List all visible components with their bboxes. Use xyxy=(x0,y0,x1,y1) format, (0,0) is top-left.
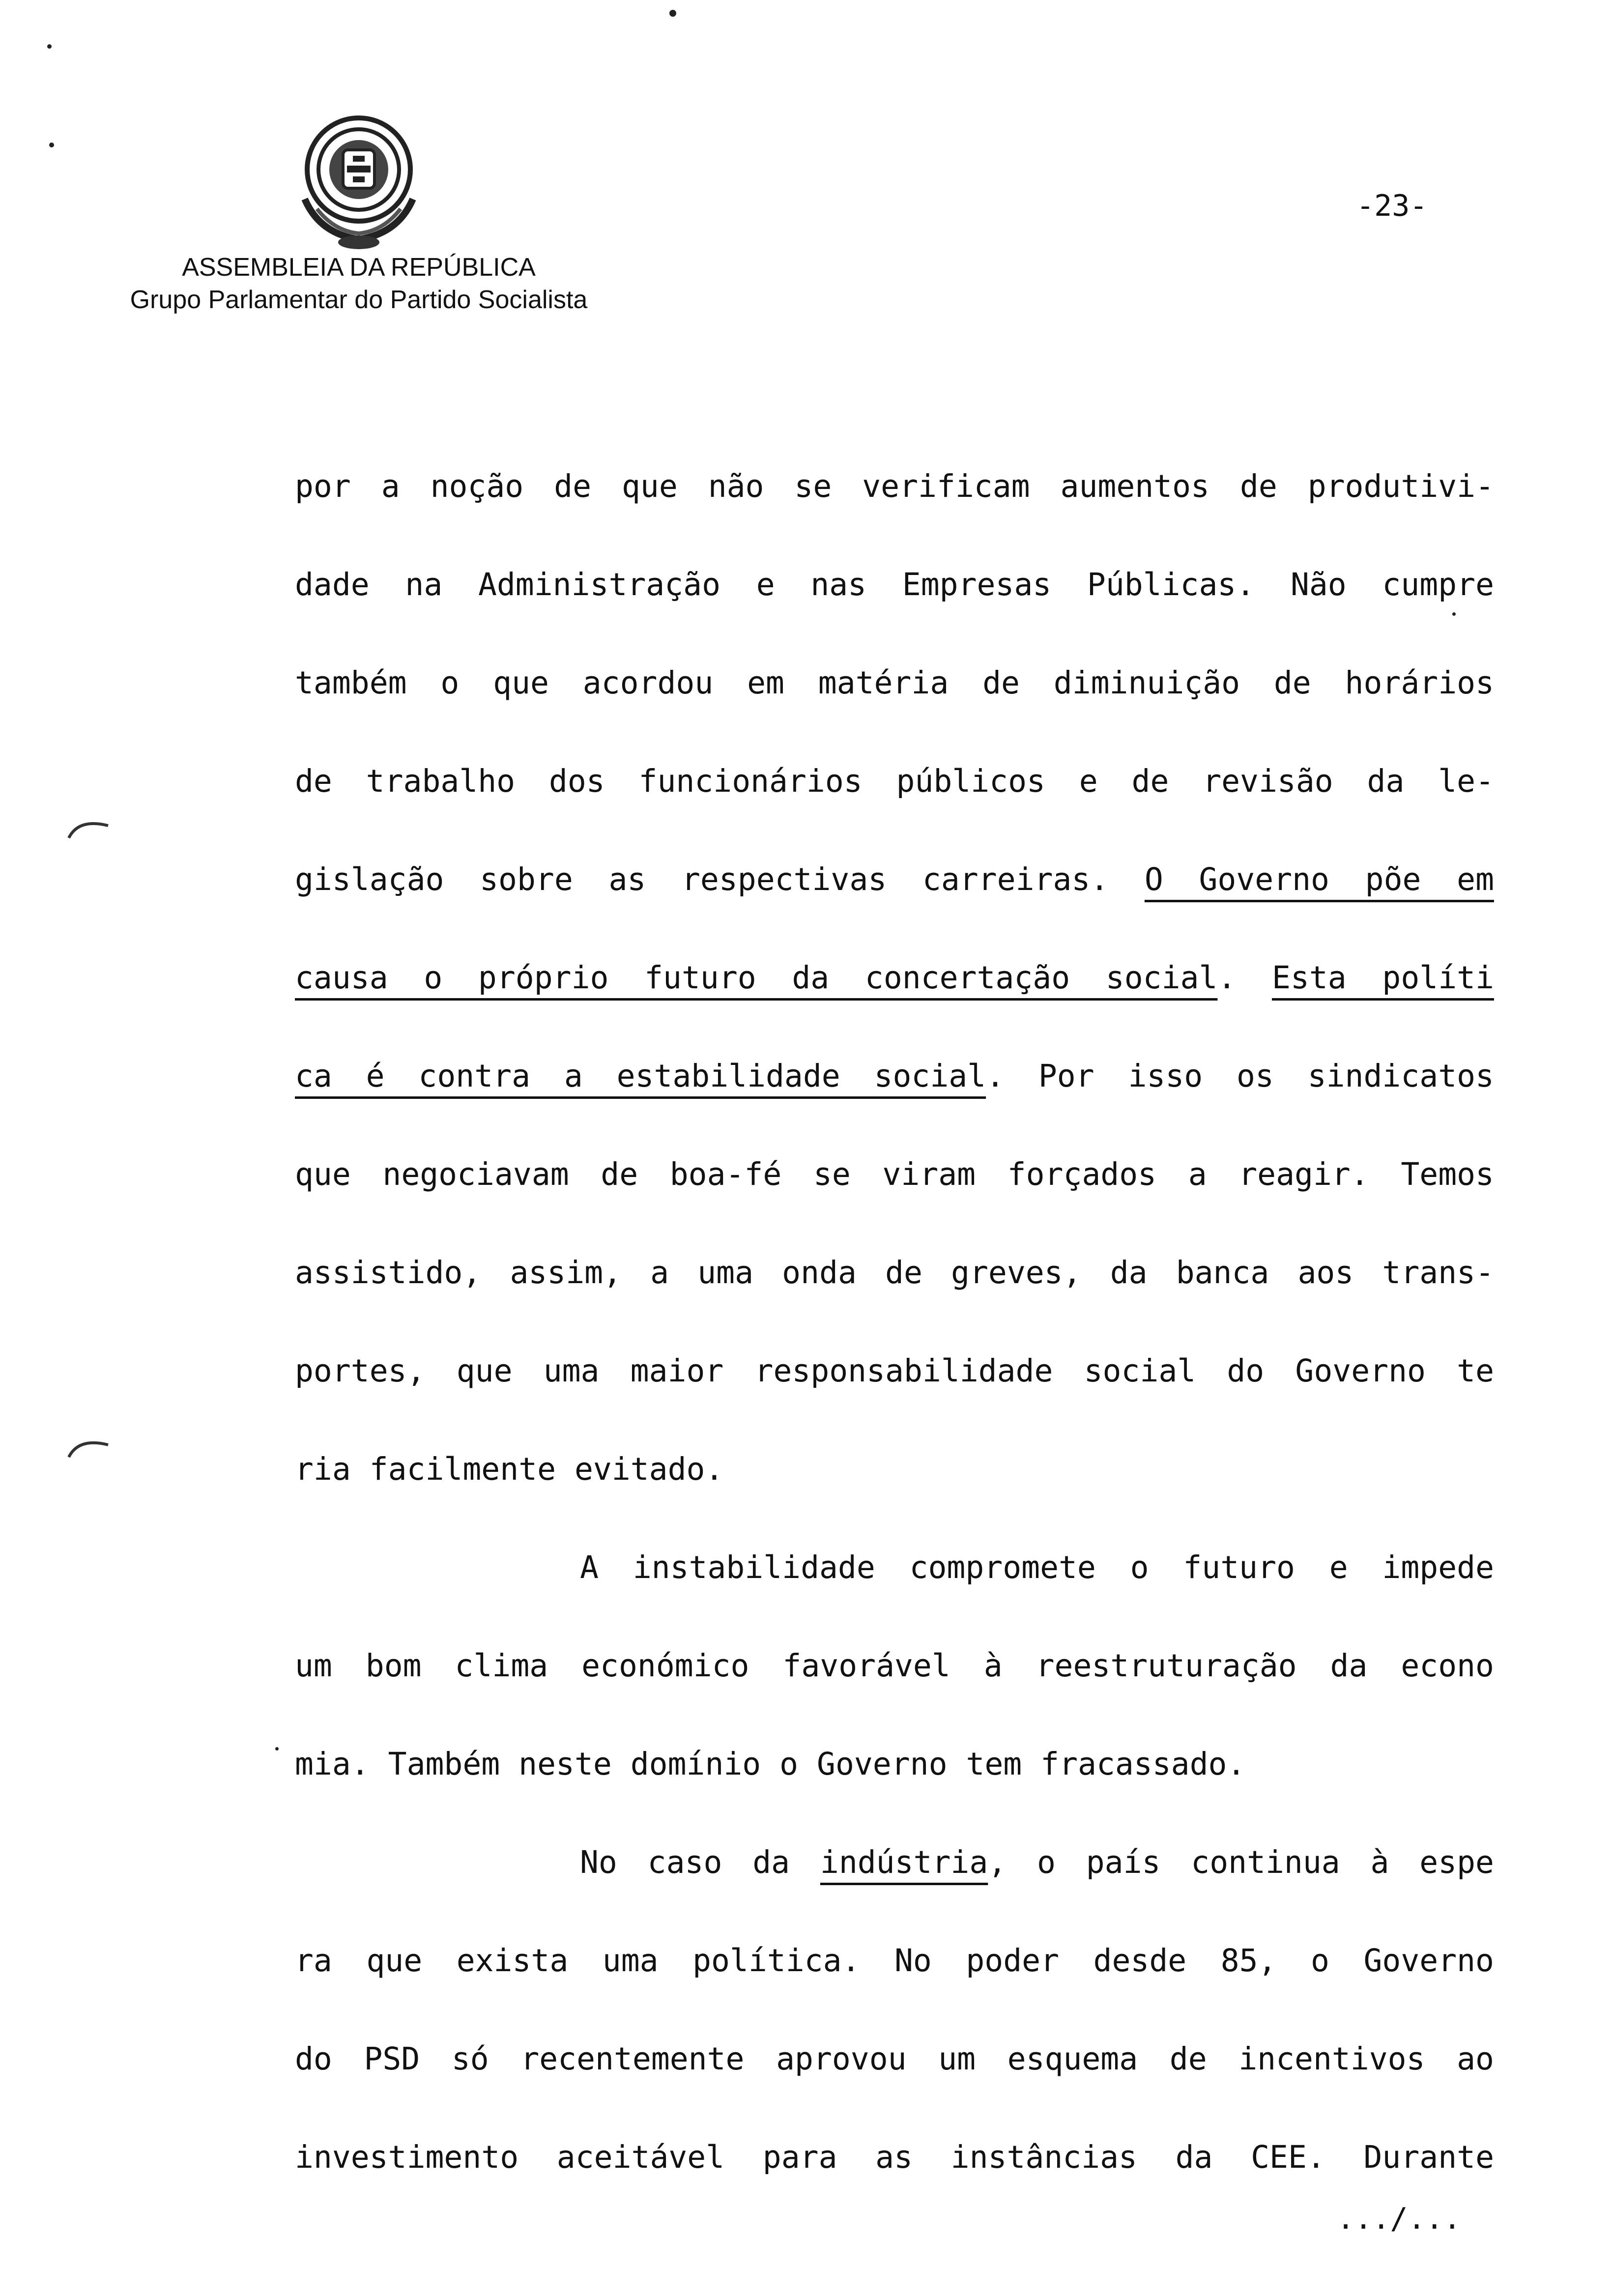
text-fragment: No caso da xyxy=(580,1844,790,1880)
scan-speck xyxy=(47,44,52,49)
text-line: que negociavam de boa-fé se viram forçados a reagir. Temos xyxy=(295,1156,1494,1192)
coat-of-arms-emblem xyxy=(290,111,428,253)
underlined-phrase: ca é contra a estabilidade social xyxy=(295,1058,986,1094)
text-line: investimento aceitável para as instâncias da CEE. Durante xyxy=(295,2139,1494,2175)
page-number: -23- xyxy=(1356,189,1428,223)
continuation-marker: .../... xyxy=(1337,2202,1461,2236)
underlined-phrase: Esta políti xyxy=(1272,960,1494,996)
parliamentary-group-name: Grupo Parlamentar do Partido Socialista xyxy=(130,286,588,314)
text-line: do PSD só recentemente aprovou um esquema de incentivos ao xyxy=(295,2041,1494,2077)
text-line: ra que exista uma política. No poder desde 85, o Governo xyxy=(295,1943,1494,1979)
institution-name: ASSEMBLEIA DA REPÚBLICA xyxy=(182,253,536,282)
underlined-phrase: indústria xyxy=(820,1844,988,1880)
text-fragment: . Por isso os sindicatos xyxy=(986,1058,1494,1094)
scan-speck xyxy=(1452,612,1456,616)
text-fragment: gislação sobre as respectivas carreiras. xyxy=(295,861,1109,897)
body-text xyxy=(295,437,1494,2207)
scan-speck xyxy=(49,143,54,147)
text-line: mia. Também neste domínio o Governo tem fracassado. xyxy=(295,1746,1246,1782)
text-line: portes, que uma maior responsabilidade social do Governo te xyxy=(295,1353,1494,1389)
text-line xyxy=(295,1813,1494,1912)
scan-speck xyxy=(669,10,676,17)
text-line xyxy=(295,831,1494,929)
punch-hole-mark xyxy=(64,813,113,843)
text-line: de trabalho dos funcionários públicos e de revisão da le- xyxy=(295,763,1494,799)
text-fragment: . xyxy=(1217,960,1237,996)
text-line: um bom clima económico favorável à reestruturação da econo xyxy=(295,1648,1494,1684)
underlined-phrase: O Governo põe em xyxy=(1144,861,1494,897)
text-line: por a noção de que não se verificam aumentos de produtivi- xyxy=(295,468,1494,504)
punch-hole-mark xyxy=(64,1433,113,1462)
text-line xyxy=(295,1027,1494,1125)
text-line: dade na Administração e nas Empresas Públicas. Não cumpre xyxy=(295,567,1494,603)
text-line: também o que acordou em matéria de diminuição de horários xyxy=(295,665,1494,701)
text-line: ria facilmente evitado. xyxy=(295,1451,724,1487)
text-line: A instabilidade compromete o futuro e impede xyxy=(580,1550,1494,1585)
text-fragment: , o país continua à espe xyxy=(988,1844,1494,1880)
scan-speck xyxy=(275,1747,279,1751)
underlined-phrase: causa o próprio futuro da concertação social xyxy=(295,960,1218,996)
text-line: assistido, assim, a uma onda de greves, da banca aos trans- xyxy=(295,1255,1494,1291)
text-line xyxy=(295,929,1494,1027)
